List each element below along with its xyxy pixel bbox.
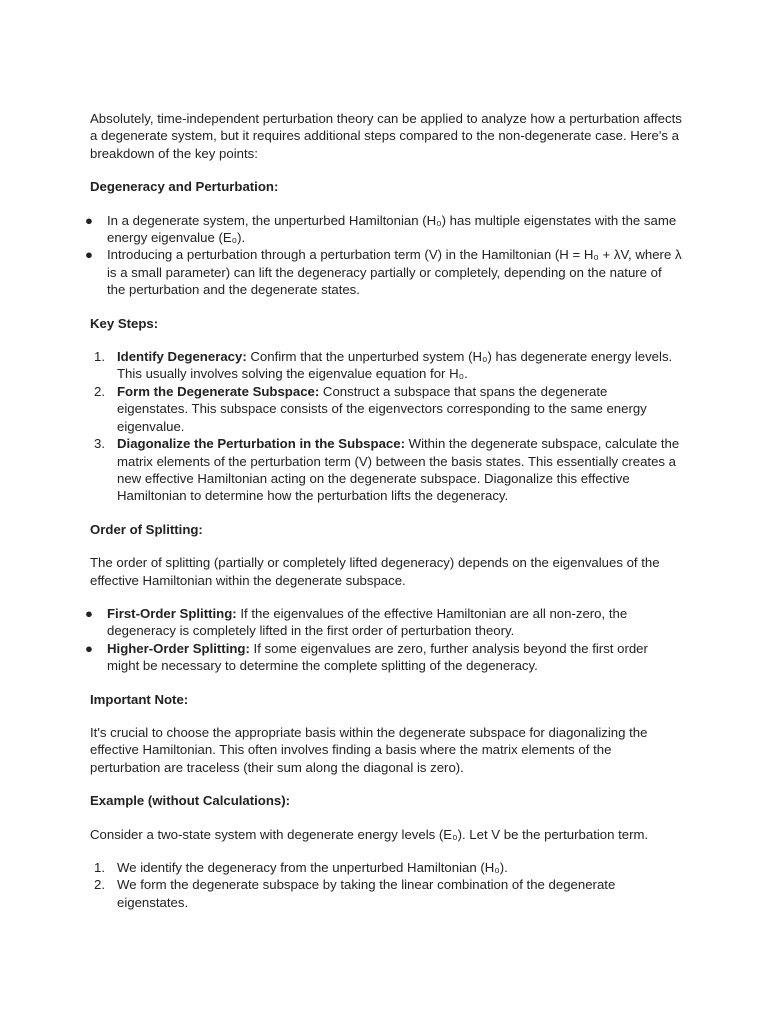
bullet-icon: ● (85, 640, 93, 656)
degeneracy-bullet-list (85, 212, 682, 299)
list-item (90, 348, 682, 383)
splitting-paragraph: The order of splitting (partially or completely lifted degeneracy) depends on the eigenvalues of the effective Hamiltonian within the degenerate subspace. (90, 555, 660, 588)
heading-important-note: Important Note: (90, 691, 189, 707)
list-item (85, 246, 682, 298)
example-paragraph: Consider a two-state system with degenerate energy levels (E₀). Let V be the perturbation term. (90, 826, 649, 842)
list-number: 1. (94, 860, 105, 875)
list-item (90, 859, 682, 876)
list-number: 2. (94, 877, 105, 893)
bullet-icon: ● (85, 212, 93, 228)
heading-order-of-splitting: Order of Splitting: (90, 521, 203, 537)
list-number: 2. (94, 383, 105, 399)
list-item (85, 605, 682, 640)
step-title: Form the Degenerate Subspace: (117, 383, 320, 399)
list-item (90, 876, 682, 911)
important-note-paragraph: It's crucial to choose the appropriate basis within the degenerate subspace for diagonalizing the effective Hamiltonian. This often involves finding a basis where the matrix elements of the perturbation are traceless (their sum along the diagonal is zero). (90, 724, 648, 775)
bullet-title: Higher-Order Splitting: (107, 640, 250, 656)
heading-degeneracy-perturbation: Degeneracy and Perturbation: (90, 179, 279, 195)
bullet-icon: ● (85, 605, 93, 621)
bullet-text: If some eigenvalues are zero, further analysis beyond the first order might be necessary to determine the complete splitting of the degeneracy. (107, 640, 648, 674)
step-text: Construct a subspace that spans the degenerate eigenstates. This subspace consists of the eigenvectors corresponding to the same energy eigenvalue. (117, 383, 647, 434)
bullet-title: First-Order Splitting: (107, 605, 237, 621)
list-item (85, 212, 682, 247)
example-steps-list (90, 859, 682, 911)
bullet-icon: ● (85, 247, 93, 263)
splitting-bullet-list (85, 605, 682, 675)
list-number: 3. (94, 436, 105, 452)
key-steps-list (90, 348, 682, 505)
step-text: Confirm that the unperturbed system (H₀) has degenerate energy levels. This usually involves solving the eigenvalue equation for H₀. (117, 349, 673, 382)
list-item (90, 435, 682, 505)
list-number: 1. (94, 349, 105, 365)
intro-paragraph: Absolutely, time-independent perturbation theory can be applied to analyze how a perturbation affects a degenerate system, but it requires additional steps compared to the non-degenerate case. Here's a breakdown of the key points: (90, 111, 682, 161)
step-title: Diagonalize the Perturbation in the Subspace: (117, 436, 405, 452)
list-item (85, 640, 682, 675)
document-body (85, 110, 682, 927)
step-text: We form the degenerate subspace by taking the linear combination of the degenerate eigenstates. (117, 877, 616, 910)
step-title: Identify Degeneracy: (117, 349, 247, 365)
list-item (90, 383, 682, 435)
list-item-text: Introducing a perturbation through a perturbation term (V) in the Hamiltonian (H = H₀ + λV, where λ is a small parameter) can lift the degeneracy partially or completely, depending on the nature of the perturbation and the degenerate states. (107, 247, 682, 298)
step-text: We identify the degeneracy from the unperturbed Hamiltonian (H₀). (117, 860, 508, 875)
heading-example: Example (without Calculations): (90, 793, 291, 809)
step-text: Within the degenerate subspace, calculate the matrix elements of the perturbation term (V) between the basis states. This essentially creates a new effective Hamiltonian acting on the degenerate subspace. Diagonalize this effective Hamiltonian to determine how the perturbation lifts the degeneracy. (117, 436, 680, 504)
list-item-text: In a degenerate system, the unperturbed Hamiltonian (H₀) has multiple eigenstates with the same energy eigenvalue (E₀). (107, 212, 677, 246)
bullet-text: If the eigenvalues of the effective Hamiltonian are all non-zero, the degeneracy is completely lifted in the first order of perturbation theory. (107, 605, 628, 639)
heading-key-steps: Key Steps: (90, 315, 159, 331)
